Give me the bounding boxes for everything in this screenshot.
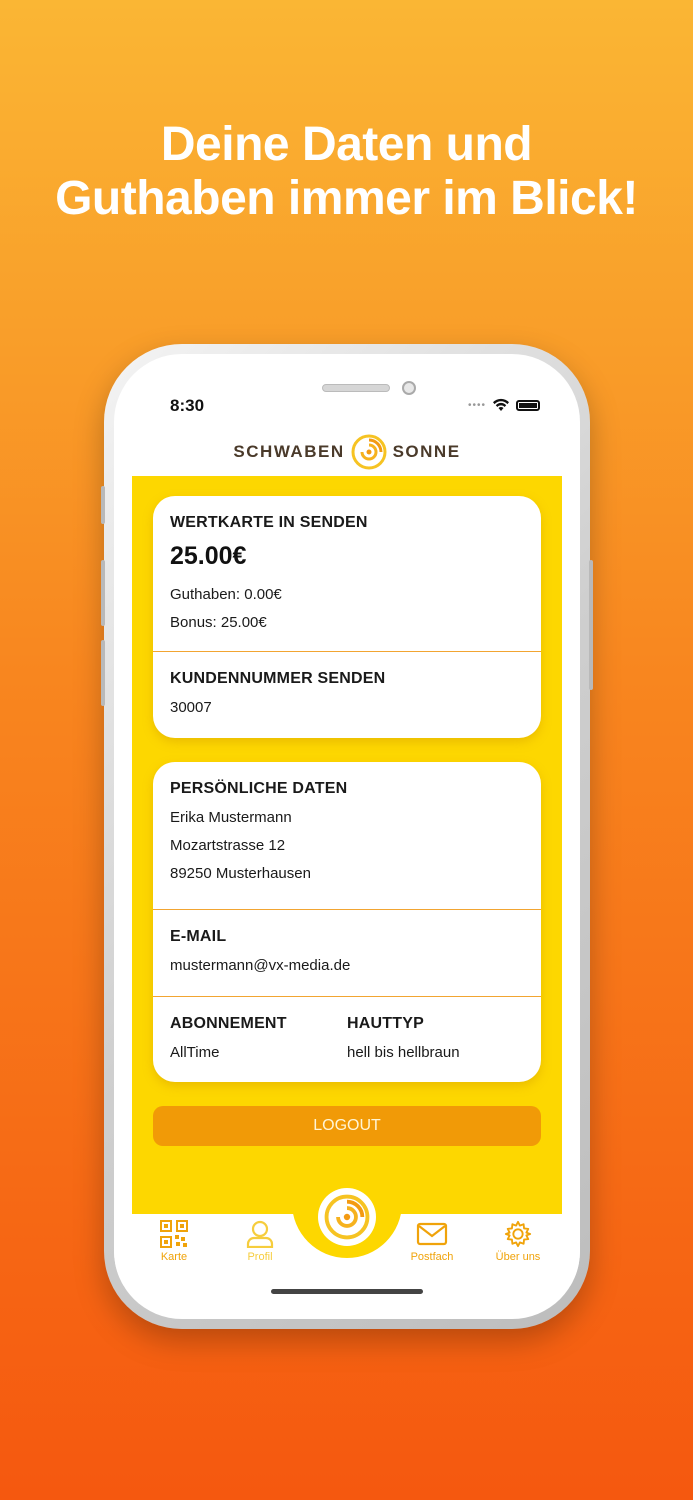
logout-button[interactable]: LOGOUT (153, 1106, 541, 1146)
abonnement-value: AllTime (170, 1044, 220, 1061)
signal-dots-icon: •••• (467, 399, 486, 411)
qr-code-icon (160, 1220, 188, 1248)
phone-frame (104, 344, 590, 1329)
personal-city: 89250 Musterhausen (170, 865, 311, 882)
email-label: E-MAIL (170, 928, 227, 945)
power-button (589, 560, 593, 690)
center-home-button[interactable] (318, 1188, 376, 1246)
user-icon (246, 1220, 274, 1248)
headline-line-2: Guthaben immer im Blick! (55, 172, 638, 225)
section-abo-hauttyp (153, 997, 541, 1082)
hauttyp-block (347, 1015, 460, 1082)
kundennummer-value: 30007 (170, 699, 212, 716)
mail-icon (416, 1220, 448, 1248)
sun-swirl-icon (324, 1194, 370, 1240)
app-logo (114, 432, 580, 472)
personal-label: PERSÖNLICHE DATEN (170, 780, 348, 797)
headline-line-1: Deine Daten und (160, 118, 533, 171)
speaker-grille (322, 384, 390, 392)
abonnement-block (170, 1015, 347, 1082)
volume-down-button (101, 640, 105, 706)
tab-profil[interactable] (220, 1220, 300, 1263)
tab-postfach-label: Postfach (410, 1251, 454, 1263)
personal-street: Mozartstrasse 12 (170, 837, 286, 854)
bonus-value: Bonus: 25.00€ (170, 614, 267, 631)
tab-ueber-uns[interactable] (478, 1220, 558, 1263)
wertkarte-label: WERTKARTE IN SENDEN (170, 514, 368, 531)
hauttyp-label: HAUTTYP (347, 1015, 424, 1032)
card-account (153, 496, 541, 738)
tab-karte[interactable] (134, 1220, 214, 1263)
email-value: mustermann@vx-media.de (170, 957, 351, 974)
logo-text-right: SONNE (392, 442, 461, 461)
section-kundennummer (153, 652, 541, 738)
kundennummer-label: KUNDENNUMMER SENDEN (170, 670, 386, 687)
phone-screen (114, 354, 580, 1319)
section-wertkarte (153, 496, 541, 652)
tab-postfach[interactable] (392, 1220, 472, 1263)
wifi-icon (492, 398, 510, 412)
hauttyp-value: hell bis hellbraun (347, 1044, 460, 1061)
tab-profil-label: Profil (247, 1251, 273, 1263)
abonnement-label: ABONNEMENT (170, 1015, 287, 1032)
front-camera (402, 381, 416, 395)
section-email (153, 910, 541, 997)
sun-swirl-icon (351, 434, 387, 470)
gear-icon (503, 1220, 533, 1248)
profile-content (132, 476, 562, 1214)
guthaben-value: Guthaben: 0.00€ (170, 586, 282, 603)
tab-ueber-uns-label: Über uns (495, 1251, 541, 1263)
volume-up-button (101, 560, 105, 626)
section-personal (153, 762, 541, 910)
mute-switch (101, 486, 105, 524)
card-personal (153, 762, 541, 1082)
battery-icon (516, 400, 540, 411)
tab-karte-label: Karte (160, 1251, 188, 1263)
headline (0, 118, 693, 226)
home-indicator[interactable] (271, 1289, 423, 1294)
wertkarte-amount: 25.00€ (170, 542, 247, 570)
logo-text-left: SCHWABEN (233, 442, 345, 461)
status-time: 8:30 (170, 396, 205, 415)
personal-name: Erika Mustermann (170, 809, 292, 826)
status-icons (468, 398, 540, 412)
